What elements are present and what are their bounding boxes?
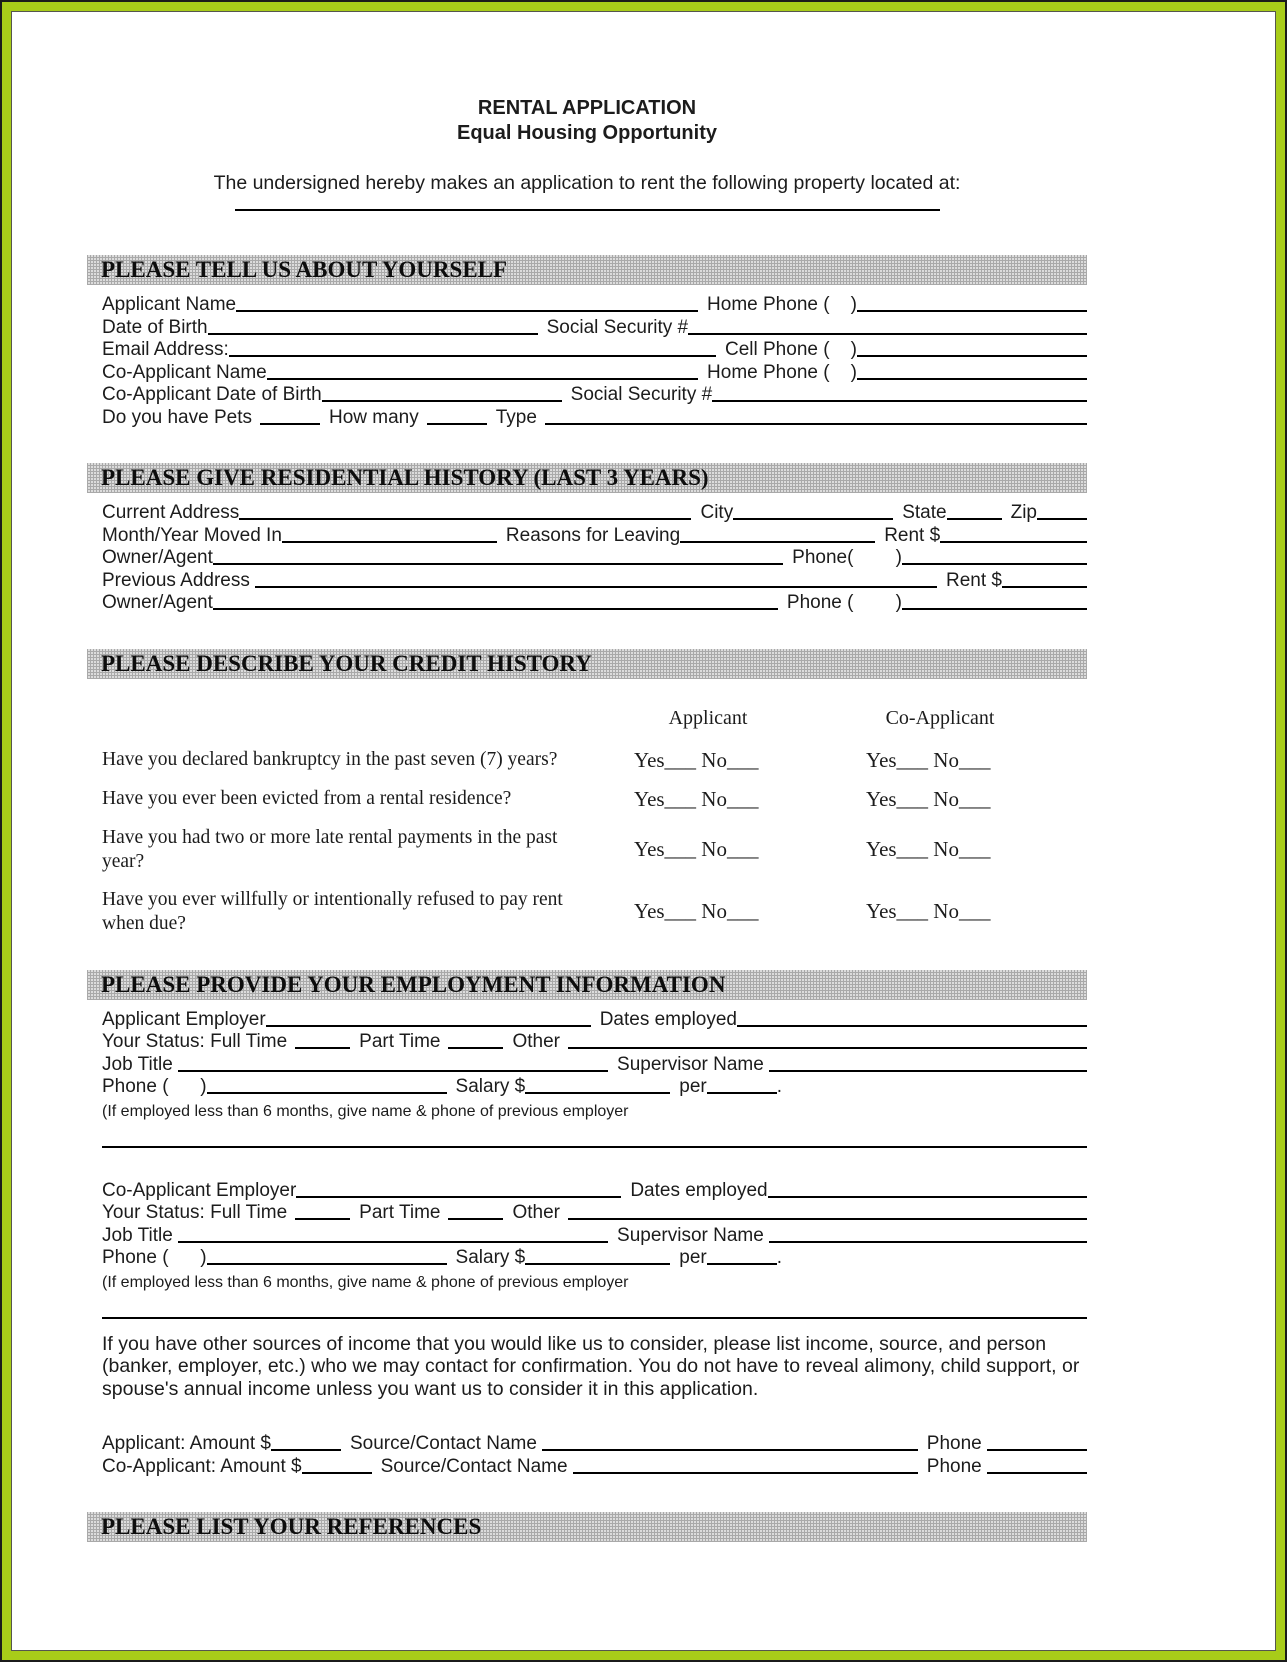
co-full-time-field [295, 1218, 350, 1220]
previous-owner-agent-label: Owner/Agent [102, 592, 213, 613]
section-employment [87, 970, 1087, 1479]
supervisor-label: Supervisor Name [617, 1053, 770, 1075]
co-supervisor-label: Supervisor Name [617, 1224, 770, 1246]
co-supervisor-field [769, 1241, 1087, 1243]
row-owner-agent [102, 547, 1087, 570]
previous-owner-agent-field [213, 608, 778, 610]
ssn-field [688, 333, 1087, 335]
row-applicant-status [102, 1031, 1087, 1054]
job-title-field [178, 1070, 608, 1072]
row-co-applicant-job-title [102, 1225, 1087, 1248]
row-co-applicant-income [102, 1456, 1087, 1479]
how-many-label: How many [328, 406, 419, 428]
credit-answer-applicant: Yes___ No___ [634, 786, 759, 811]
row-email [102, 339, 1087, 362]
how-many-field [427, 423, 487, 425]
section-header-credit: PLEASE DESCRIBE YOUR CREDIT HISTORY [87, 649, 1087, 679]
co-ssn-label: Social Security # [570, 384, 713, 405]
pet-type-label: Type [495, 406, 537, 428]
credit-table [87, 679, 1087, 936]
employer-field [266, 1025, 591, 1027]
residential-rows [87, 493, 1087, 615]
co-applicant-name-field [267, 378, 698, 380]
row-applicant-employer [102, 1009, 1087, 1032]
pet-type-field [545, 423, 1087, 425]
email-label: Email Address: [102, 339, 229, 360]
co-prev-employer-note: (If employed less than 6 months, give name & phone of previous employer [102, 1273, 629, 1291]
document-title: RENTAL APPLICATION [477, 97, 697, 119]
row-previous-owner-agent [102, 592, 1087, 615]
row-previous-address [102, 570, 1087, 593]
section-header-employment: PLEASE PROVIDE YOUR EMPLOYMENT INFORMATION [87, 970, 1087, 1000]
credit-answer-co-applicant: Yes___ No___ [866, 899, 991, 923]
previous-address-label: Previous Address [102, 569, 256, 591]
row-moved-in [102, 525, 1087, 548]
co-applicant-amount-field [302, 1472, 372, 1474]
row-applicant-phone-salary [102, 1076, 1087, 1099]
co-part-time-field [448, 1218, 503, 1220]
row-applicant-name [102, 294, 1087, 317]
co-other-status-field [568, 1218, 1087, 1220]
credit-row-bankruptcy [102, 748, 1087, 773]
co-home-phone-label: Home Phone ( ) [707, 361, 857, 383]
credit-question: Have you ever willfully or intentionally refused to pay rent when due? [102, 888, 563, 934]
co-part-time-label: Part Time [359, 1202, 441, 1223]
credit-answer-applicant: Yes___ No___ [634, 837, 759, 861]
state-field [947, 518, 1002, 520]
co-salary-field [525, 1263, 670, 1265]
co-prev-employer-field [102, 1317, 1087, 1319]
reasons-leaving-label: Reasons for Leaving [505, 524, 681, 546]
credit-col-co-applicant: Co-Applicant [885, 706, 995, 729]
row-co-applicant-name [102, 362, 1087, 385]
co-per-field [707, 1263, 777, 1265]
credit-answer-co-applicant: Yes___ No___ [866, 747, 991, 772]
document-sheet [11, 11, 1276, 1651]
co-applicant-amount-label: Co-Applicant: Amount $ [102, 1455, 302, 1477]
city-field [733, 518, 893, 520]
pets-label: Do you have Pets [102, 406, 252, 428]
part-time-label: Part Time [359, 1031, 441, 1052]
document-header [87, 12, 1087, 211]
salary-label: Salary $ [455, 1076, 526, 1097]
ssn-label: Social Security # [546, 316, 689, 338]
row-pets [102, 407, 1087, 430]
zip-field [1037, 518, 1087, 520]
co-salary-label: Salary $ [455, 1247, 526, 1268]
moved-in-field [282, 541, 497, 543]
co-employer-field [296, 1196, 621, 1198]
dob-field [208, 333, 538, 335]
section-header-references: PLEASE LIST YOUR REFERENCES [87, 1512, 1087, 1542]
dates-employed-field [737, 1025, 1087, 1027]
source-contact-field [542, 1449, 918, 1451]
prev-employer-field [102, 1146, 1087, 1148]
period-label: . [776, 1076, 782, 1097]
pets-field [260, 423, 320, 425]
co-income-phone-field [987, 1472, 1087, 1474]
co-source-contact-label: Source/Contact Name [380, 1455, 573, 1477]
property-address-field [235, 209, 940, 211]
row-co-applicant-phone-salary [102, 1247, 1087, 1270]
home-phone-field [857, 310, 1087, 312]
co-work-phone-label: Phone ( ) [102, 1247, 207, 1268]
section-about [87, 255, 1087, 429]
per-field [707, 1092, 777, 1094]
dates-employed-label: Dates employed [599, 1008, 737, 1030]
co-status-full-time-label: Your Status: Full Time [102, 1202, 288, 1223]
co-home-phone-field [857, 378, 1087, 380]
reasons-leaving-field [680, 541, 875, 543]
owner-phone-field [902, 563, 1087, 565]
home-phone-label: Home Phone ( ) [707, 294, 857, 315]
state-label: State [902, 502, 947, 523]
about-rows [87, 285, 1087, 429]
credit-answer-applicant: Yes___ No___ [634, 899, 759, 923]
employment-co-applicant-rows [87, 1180, 1087, 1293]
cell-phone-label: Cell Phone ( ) [725, 339, 857, 360]
credit-row-evicted [102, 787, 1087, 812]
current-address-field [239, 518, 691, 520]
applicant-amount-field [271, 1449, 341, 1451]
co-ssn-field [712, 400, 1087, 402]
other-income-note: If you have other sources of income that you would like us to consider, please list income, source, and person (banker, employer, etc.) who we may contact for confirmation. You do not have to reveal alimony, child support, or spouse's annual income unless you want us to consider it in this application. [102, 1332, 1080, 1400]
co-dob-field [322, 400, 562, 402]
salary-field [525, 1092, 670, 1094]
co-period-label: . [776, 1247, 782, 1268]
rent-field [940, 541, 1087, 543]
previous-owner-phone-field [902, 608, 1087, 610]
document-subtitle: Equal Housing Opportunity [457, 122, 717, 144]
section-residential [87, 463, 1087, 615]
cell-phone-field [857, 355, 1087, 357]
owner-agent-label: Owner/Agent [102, 547, 213, 568]
row-current-address [102, 502, 1087, 525]
previous-rent-field [1002, 586, 1087, 588]
row-applicant-job-title [102, 1054, 1087, 1077]
section-references [87, 1512, 1087, 1542]
co-job-title-label: Job Title [102, 1224, 179, 1246]
co-work-phone-field [207, 1263, 447, 1265]
owner-agent-field [213, 563, 783, 565]
co-income-phone-label: Phone [926, 1455, 987, 1477]
row-co-applicant-employer [102, 1180, 1087, 1203]
previous-rent-label: Rent $ [946, 569, 1002, 591]
intro-text: The undersigned hereby makes an application to rent the following property located at: [213, 172, 961, 194]
co-source-contact-field [573, 1472, 918, 1474]
work-phone-field [207, 1092, 447, 1094]
row-applicant-income [102, 1433, 1087, 1456]
co-employer-label: Co-Applicant Employer [102, 1179, 297, 1201]
credit-question: Have you ever been evicted from a rental residence? [102, 788, 512, 809]
full-time-field [295, 1047, 350, 1049]
income-rows [87, 1424, 1087, 1478]
prev-employer-note: (If employed less than 6 months, give name & phone of previous employer [102, 1102, 629, 1120]
zip-label: Zip [1010, 502, 1037, 523]
co-per-label: per [679, 1247, 707, 1268]
current-address-label: Current Address [102, 502, 240, 523]
previous-address-field [255, 586, 937, 588]
source-contact-label: Source/Contact Name [350, 1433, 543, 1454]
credit-col-applicant: Applicant [668, 706, 748, 729]
applicant-amount-label: Applicant: Amount $ [102, 1433, 271, 1454]
credit-question: Have you declared bankruptcy in the past seven (7) years? [102, 749, 558, 770]
owner-phone-label: Phone( ) [792, 547, 902, 568]
row-co-dob [102, 384, 1087, 407]
section-header-about: PLEASE TELL US ABOUT YOURSELF [87, 255, 1087, 285]
city-label: City [700, 502, 734, 523]
income-phone-label: Phone [926, 1433, 987, 1454]
other-status-field [568, 1047, 1087, 1049]
previous-owner-phone-label: Phone ( ) [786, 592, 902, 613]
per-label: per [679, 1076, 707, 1097]
applicant-name-label: Applicant Name [102, 294, 237, 315]
credit-answer-applicant: Yes___ No___ [634, 747, 759, 772]
row-co-applicant-status [102, 1202, 1087, 1225]
rent-label: Rent $ [884, 524, 941, 546]
section-header-residential: PLEASE GIVE RESIDENTIAL HISTORY (LAST 3 YEARS) [87, 463, 1087, 493]
employer-label: Applicant Employer [102, 1008, 266, 1030]
co-dob-label: Co-Applicant Date of Birth [102, 384, 322, 405]
applicant-name-field [236, 310, 698, 312]
status-full-time-label: Your Status: Full Time [102, 1031, 288, 1052]
part-time-field [448, 1047, 503, 1049]
credit-question: Have you had two or more late rental payments in the past year? [102, 826, 558, 872]
email-field [229, 355, 716, 357]
document-content [87, 12, 1087, 1542]
co-applicant-name-label: Co-Applicant Name [102, 361, 267, 383]
credit-answer-co-applicant: Yes___ No___ [866, 786, 991, 811]
credit-column-headers [102, 707, 1087, 730]
employment-applicant-rows [87, 1000, 1087, 1122]
credit-row-refused-rent [102, 888, 1087, 936]
co-job-title-field [178, 1241, 608, 1243]
row-dob [102, 317, 1087, 340]
credit-row-late-payments [102, 826, 1087, 874]
supervisor-field [769, 1070, 1087, 1072]
other-status-label: Other [512, 1031, 561, 1052]
dob-label: Date of Birth [102, 316, 208, 338]
co-other-status-label: Other [512, 1202, 561, 1223]
moved-in-label: Month/Year Moved In [102, 524, 282, 546]
section-credit [87, 649, 1087, 936]
income-phone-field [987, 1449, 1087, 1451]
credit-answer-co-applicant: Yes___ No___ [866, 837, 991, 861]
green-border [2, 2, 1285, 1660]
co-dates-employed-field [768, 1196, 1087, 1198]
work-phone-label: Phone ( ) [102, 1076, 207, 1097]
job-title-label: Job Title [102, 1053, 179, 1075]
co-dates-employed-label: Dates employed [630, 1179, 768, 1201]
